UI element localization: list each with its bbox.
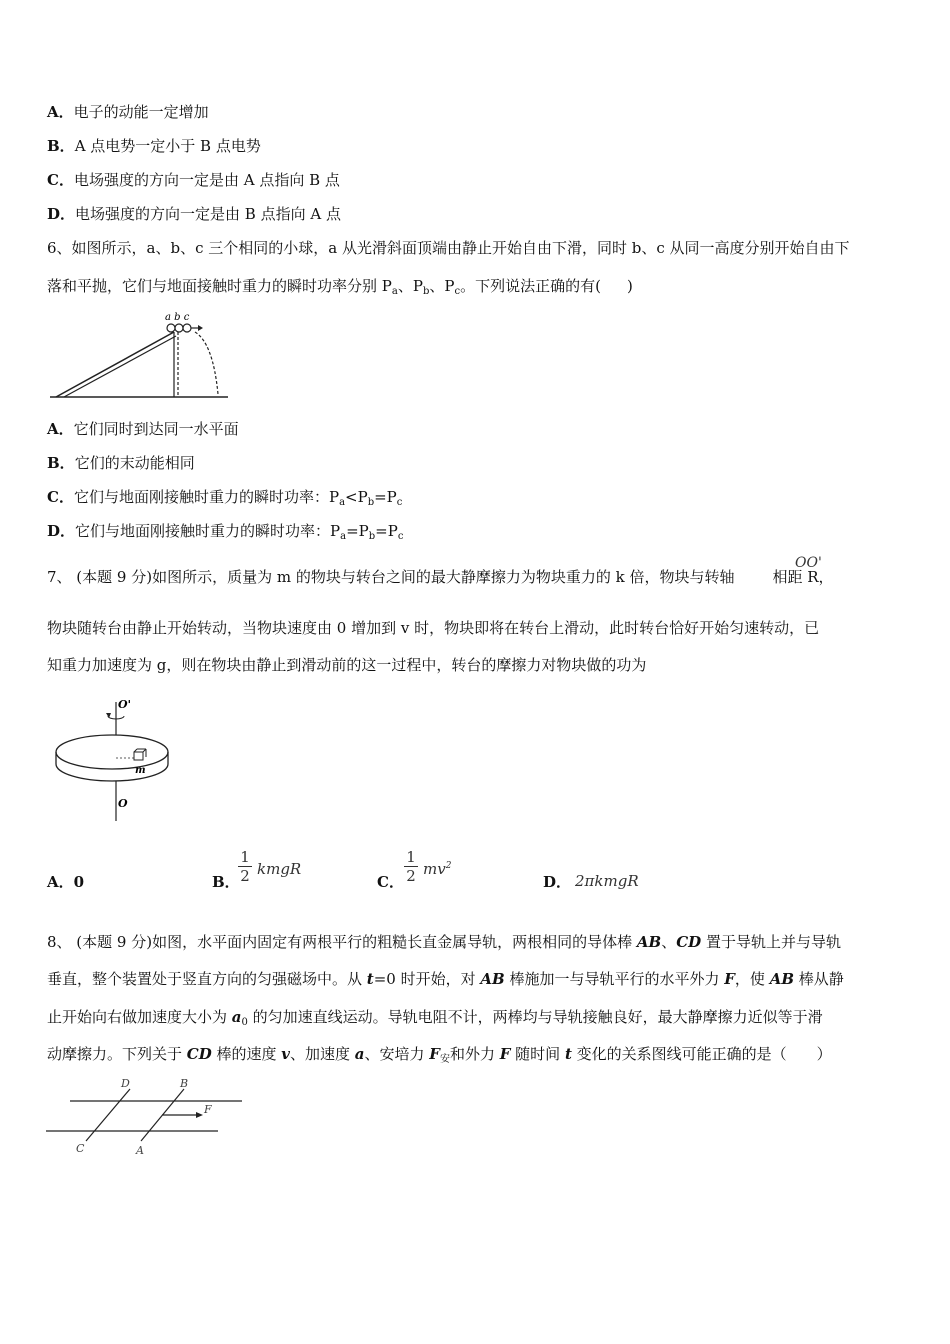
q7-option-a: A．0 [47, 873, 85, 891]
q7-option-c-fraction: $\frac{1}{2}$ [404, 848, 418, 885]
q6-ball-labels: a b c [165, 312, 190, 323]
q6-option-a: A．它们同时到达同一水平面 [47, 420, 239, 438]
q7-option-d-label: D． [543, 873, 572, 891]
q5-option-a: A．电子的动能一定增加 [47, 103, 209, 121]
q7-label-mass: m [135, 765, 146, 776]
q7-option-c-expr: $mv^2$ [423, 860, 452, 878]
q8-stem-line1: 8、 (本题 9 分)如图，水平面内固定有两根平行的粗糙长直金属导轨，两根相同的导体棒 AB、CD 置于导轨上并与导轨 [47, 933, 841, 951]
q8-label-a: A [136, 1144, 144, 1157]
q7-option-b-expr: kmgR [257, 860, 302, 878]
q7-stem-line3: 知重力加速度为 g，则在物块由静止到滑动前的这一过程中，转台的摩擦力对物块做的功为 [47, 656, 647, 674]
q8-stem-line3: 止开始向右做加速度大小为 $a_0$ 的匀加速直线运动。导轨电阻不计，两棒均与导轨接触良好，最大静摩擦力近似等于滑 [47, 1008, 823, 1028]
q8-rails-figure [44, 1075, 250, 1160]
q6-stem-line1: 6、如图所示，a、b、c 三个相同的小球，a 从光滑斜面顶端由静止开始自由下滑，同时 b、c 从同一高度分别开始自由下 [47, 239, 850, 257]
q7-stem-line2: 物块随转台由静止开始转动，当物块速度由 0 增加到 v 时，物块即将在转台上滑动，此时转台恰好开始匀速转动，已 [47, 619, 820, 637]
q6-option-d: D．它们与地面刚接触时重力的瞬时功率：$P_a=P_b=P_c$ [47, 522, 404, 542]
q7-option-b-fraction: $\frac{1}{2}$ [238, 848, 252, 885]
q6-option-b: B．它们的末动能相同 [47, 454, 195, 472]
q8-stem-line2: 垂直，整个装置处于竖直方向的匀强磁场中。从 t=0 时开始，对 AB 棒施加一与导轨平行的水平外力 F，使 AB 棒从静 [47, 970, 844, 988]
q8-label-f: F [204, 1103, 212, 1116]
q6-option-c: C．它们与地面刚接触时重力的瞬时功率：$P_a<P_b=P_c$ [47, 488, 403, 508]
q7-option-c-label: C． [377, 873, 404, 891]
q7-option-d-expr: 2πkmgR [575, 872, 639, 890]
q5-option-b: B．A 点电势一定小于 B 点电势 [47, 137, 261, 155]
q8-label-c: C [76, 1142, 85, 1155]
q8-label-b: B [180, 1077, 189, 1090]
q7-label-top: O' [118, 698, 131, 711]
q6-stem-line2: 落和平抛，它们与地面接触时重力的瞬时功率分别 $P_a$、$P_b$、$P_c$。下列说法正确的有( ) [47, 277, 633, 297]
q7-axis-symbol: OO' [795, 555, 822, 571]
q7-option-b-label: B． [212, 873, 240, 891]
q7-stem-line1: 7、 (本题 9 分)如图所示，质量为 m 的物块与转台之间的最大静摩擦力为物块重力的 k 倍，物块与转轴 相距 R， [47, 568, 834, 586]
q5-option-c: C．电场强度的方向一定是由 A 点指向 B 点 [47, 171, 340, 189]
q5-option-d: D．电场强度的方向一定是由 B 点指向 A 点 [47, 205, 341, 223]
q7-label-bottom: O [118, 797, 128, 810]
q8-stem-line4: 动摩擦力。下列关于 CD 棒的速度 v、加速度 a、安培力 $F_安$和外力 F 随时间 t 变化的关系图线可能正确的是（ ） [47, 1045, 832, 1065]
q7-turntable-figure [50, 696, 180, 826]
q8-label-d: D [121, 1077, 130, 1090]
q6-incline-figure [48, 308, 238, 403]
